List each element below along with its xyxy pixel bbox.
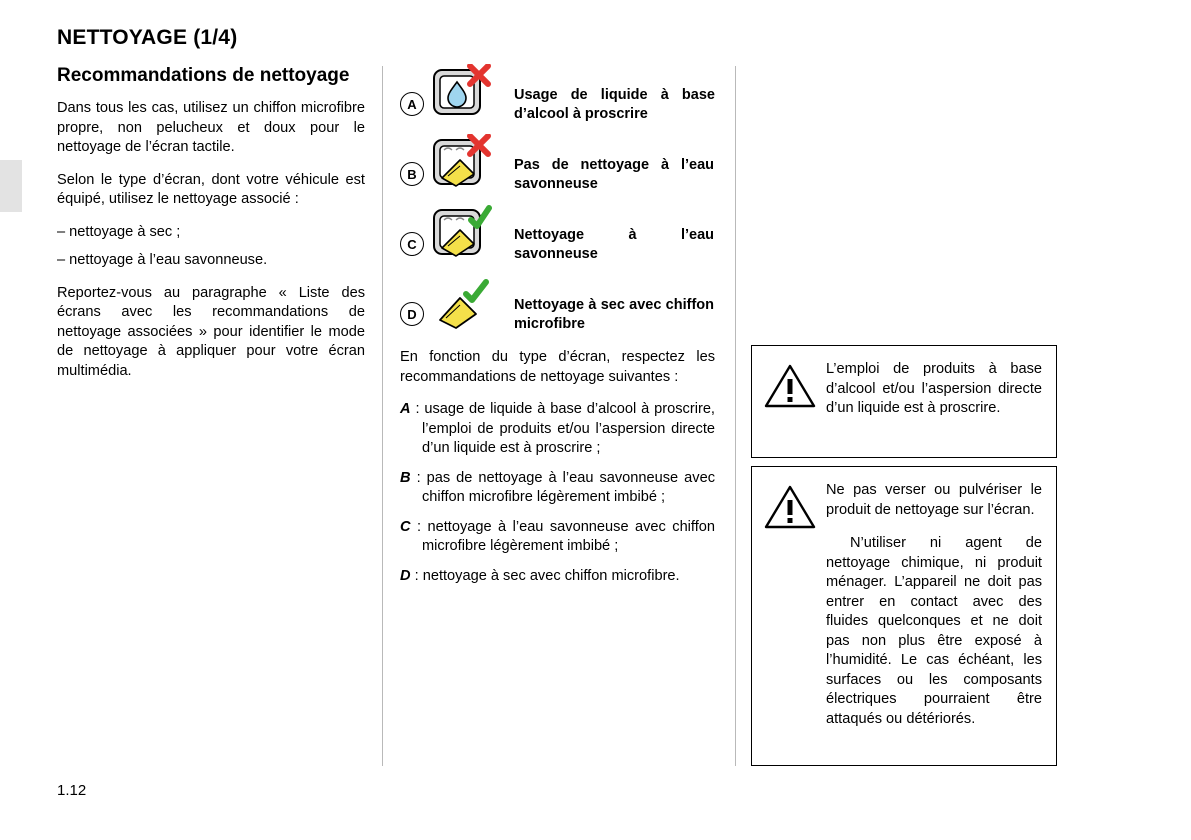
item-letter: B: [400, 469, 411, 486]
paragraph: L’emploi de produits à base d’alcool et/ou l’aspersion directe d’un liquide est à proscrire.: [826, 361, 1042, 416]
icon-row-b: [400, 134, 715, 196]
letter-badge-a: A: [400, 92, 424, 116]
lettered-item-b: [400, 469, 715, 508]
warning-text-2: [826, 481, 1042, 729]
paragraph: Ne pas verser ou pulvériser le produit de nettoyage sur l’écran.: [826, 482, 1042, 518]
icon-row-d: [400, 274, 715, 336]
column-left: [57, 64, 365, 394]
warning-text-1: [826, 360, 1042, 419]
letter-badge-d: D: [400, 302, 424, 326]
column-middle: [400, 64, 715, 596]
item-text: : pas de nettoyage à l’eau savonneuse avec chiffon microfibre légèrement imbibé ;: [416, 469, 715, 505]
item-text: : nettoyage à l’eau savonneuse avec chiffon microfibre légèrement imbibé ;: [417, 518, 716, 554]
item-letter: C: [400, 518, 411, 535]
icon-caption-a: Usage de liquide à base d’alcool à proscrire: [514, 87, 715, 122]
lettered-item-d: [400, 567, 715, 587]
list-item: – nettoyage à l’eau savonneuse.: [57, 252, 268, 268]
warning-box-2: [751, 466, 1057, 766]
icon-caption-c: Nettoyage à l’eau savonneuse: [514, 227, 714, 262]
lettered-item-c: [400, 518, 715, 557]
section-tab-marker: [0, 160, 22, 212]
item-letter: A: [400, 401, 411, 417]
column-divider-1: [382, 66, 383, 766]
paragraph: N’utiliser ni agent de nettoyage chimique, ni produit ménager. L’appareil ne doit pas entrer en contact avec des fluides quelconques et ne doit pas non plus être exposé à l’humidité. Le cas échéant, les surfaces ou les composants électriques pourraient être attaqués ou détériorés.: [826, 535, 1042, 727]
paragraph: Dans tous les cas, utilisez un chiffon microfibre propre, non pelucheux et doux pour le nettoyage de l’écran tactile.: [57, 100, 365, 155]
drop-on-screen-icon: [430, 64, 492, 126]
icon-caption-b: Pas de nettoyage à l’eau savonneuse: [514, 157, 714, 192]
warning-box-1: [751, 345, 1057, 458]
cloth-only-icon: [430, 274, 492, 336]
page-number: 1.12: [57, 782, 87, 799]
cloth-on-screen-icon: [430, 134, 492, 196]
column-divider-2: [735, 66, 736, 766]
cloth-on-screen-icon: [430, 204, 492, 266]
item-text: : nettoyage à sec avec chiffon microfibre.: [414, 567, 680, 584]
icon-row-a: [400, 64, 715, 126]
letter-badge-c: C: [400, 232, 424, 256]
item-letter: D: [400, 567, 411, 584]
warning-triangle-icon: [764, 483, 816, 729]
paragraph: En fonction du type d’écran, respectez les recommandations de nettoyage suivantes :: [400, 349, 715, 385]
section-heading: Recommandations de nettoyage: [57, 65, 350, 86]
warning-triangle-icon: [764, 362, 816, 419]
list-item: – nettoyage à sec ;: [57, 223, 181, 240]
paragraph: Selon le type d’écran, dont votre véhicule est équipé, utilisez le nettoyage associé :: [57, 171, 365, 207]
item-text: : usage de liquide à base d’alcool à proscrire, l’emploi de produits et/ou l’aspersion directe d’un liquide est à proscrire ;: [415, 401, 715, 456]
icon-caption-d: Nettoyage à sec avec chiffon microfibre: [514, 297, 714, 332]
lettered-item-a: [400, 400, 715, 459]
icon-row-c: [400, 204, 715, 266]
letter-badge-b: B: [400, 162, 424, 186]
page-title: NETTOYAGE (1/4): [57, 26, 238, 49]
paragraph: Reportez-vous au paragraphe « Liste des écrans avec les recommandations de nettoyage associées » pour identifier le mode de nettoyage à appliquer pour votre écran multimédia.: [57, 284, 365, 379]
